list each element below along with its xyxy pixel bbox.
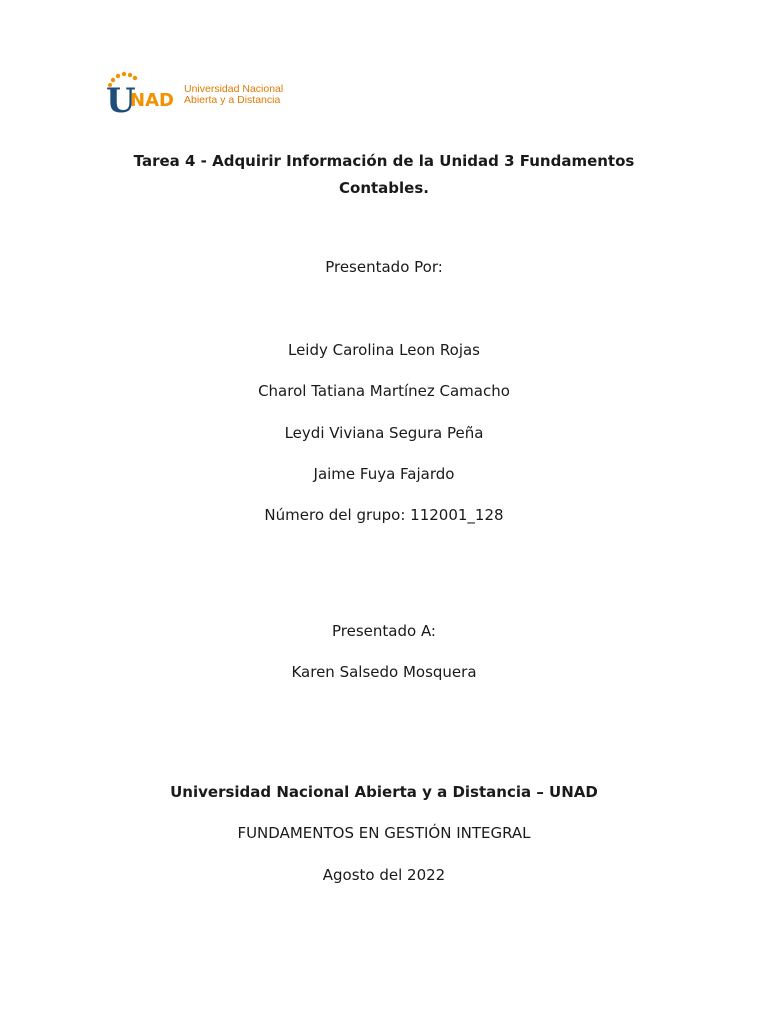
- presented-by-label: Presentado Por:: [325, 258, 443, 276]
- member-3: Leydi Viviana Segura Peña: [284, 424, 484, 442]
- logo-line-2: Abierta y a Distancia: [184, 94, 281, 106]
- title-line-2: Contables.: [339, 179, 429, 197]
- document-date: Agosto del 2022: [322, 866, 446, 884]
- member-4: Jaime Fuya Fajardo: [313, 465, 455, 483]
- institution-name: Universidad Nacional Abierta y a Distancia – UNAD: [170, 783, 598, 801]
- logo-letters-nad: NAD: [130, 90, 174, 111]
- unad-logo: [104, 70, 284, 120]
- member-2: Charol Tatiana Martínez Camacho: [258, 382, 510, 400]
- presented-to-name: Karen Salsedo Mosquera: [291, 663, 477, 681]
- logo-letter-u: U: [106, 81, 136, 120]
- group-number: Número del grupo: 112001_128: [264, 506, 504, 524]
- logo-wordmark: [184, 84, 283, 106]
- presented-to-label: Presentado A:: [332, 622, 436, 640]
- logo-line-1: Universidad Nacional: [184, 83, 284, 95]
- member-1: Leidy Carolina Leon Rojas: [287, 341, 480, 359]
- unad-logo-mark: [104, 70, 184, 120]
- title-line-1: Tarea 4 - Adquirir Información de la Unidad 3 Fundamentos: [133, 152, 635, 170]
- course-name: FUNDAMENTOS EN GESTIÓN INTEGRAL: [237, 824, 531, 842]
